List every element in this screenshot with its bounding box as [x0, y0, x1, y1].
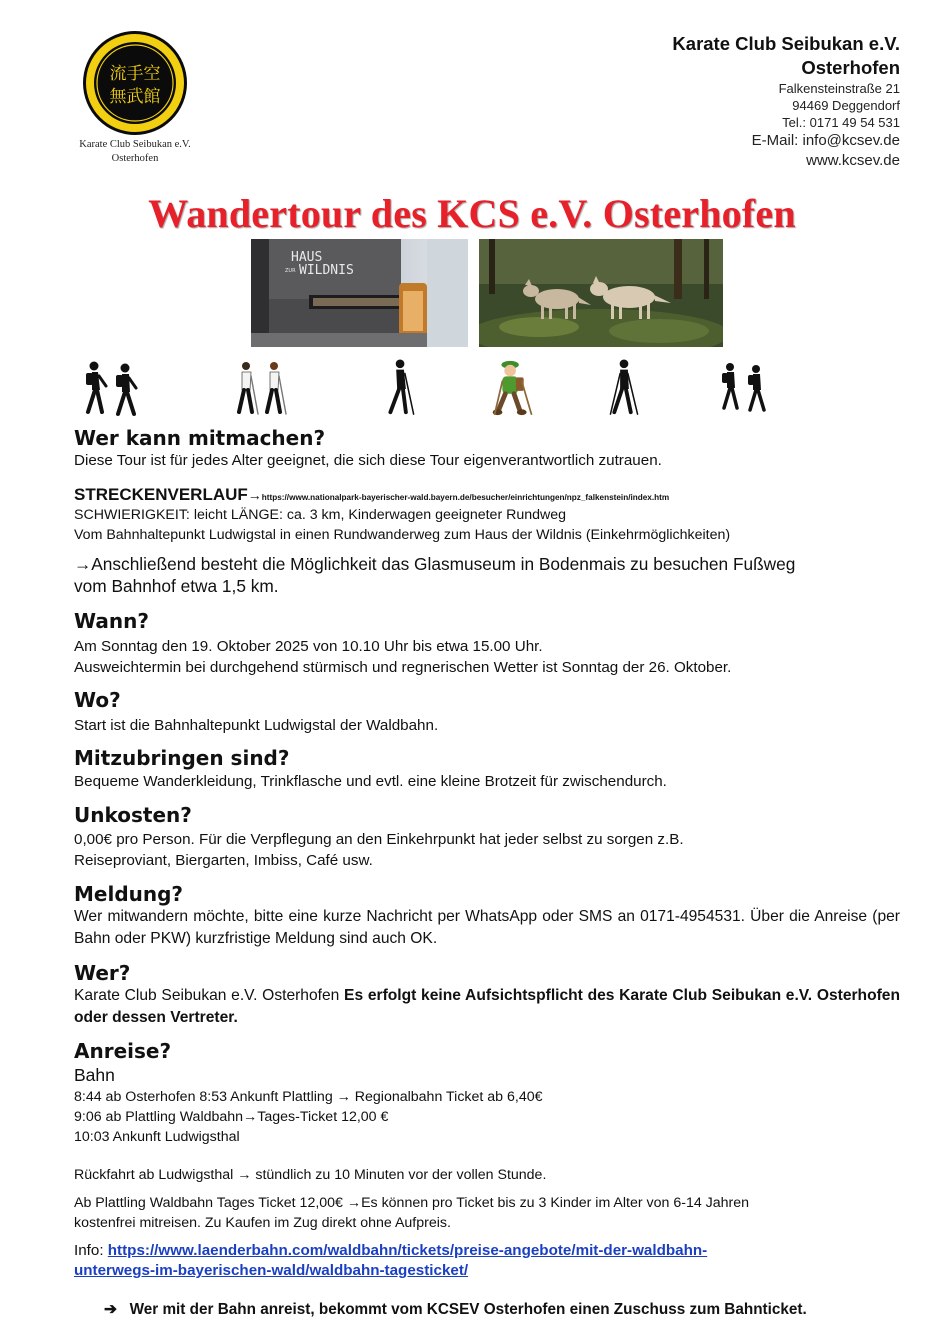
logo-caption	[60, 138, 210, 166]
nordic-walkers-icon	[230, 358, 292, 418]
heading-wer-kann-mitmachen: Wer kann mitmachen?	[74, 426, 326, 450]
org-name: Karate Club Seibukan e.V.	[672, 33, 900, 54]
text-unkosten-line2: Reiseproviant, Biergarten, Imbiss, Café usw.	[74, 852, 373, 869]
text-rueckfahrt: Rückfahrt ab Ludwigsthal → stündlich zu 10 Minuten vor der vollen Stunde.	[74, 1167, 547, 1183]
text-ticket-line1: Ab Plattling Waldbahn Tages Ticket 12,00€ →Es können pro Ticket bis zu 3 Kinder im Alter von 6-14 Jahren	[74, 1195, 750, 1211]
text-info	[74, 1241, 900, 1281]
logo-chars-bottom: 無武館	[109, 87, 161, 107]
bahn-subsidy-note	[104, 1300, 807, 1319]
text-wer-disclaimer: Es erfolgt keine Aufsichtspflicht des Karate Club Seibukan e.V. Osterhofen oder dessen Vertreter.	[74, 987, 900, 1026]
route-note-line2: vom Bahnhof etwa 1,5 km.	[74, 576, 279, 596]
section-wann	[74, 609, 900, 678]
walker-with-poles-icon	[606, 358, 642, 418]
route-arrow: →	[247, 487, 262, 503]
text-anreise-line1: 8:44 ab Osterhofen 8:53 Ankunft Plattling → Regionalbahn Ticket ab 6,40€	[74, 1089, 543, 1105]
text-anreise-line3: 10:03 Ankunft Ludwigsthal	[74, 1129, 240, 1145]
two-hikers-icon	[78, 358, 144, 418]
haus-sign-line2: WILDNIS	[299, 263, 354, 278]
org-website: www.kcsev.de	[806, 152, 900, 169]
text-wann-date: Am Sonntag den 19. Oktober 2025 von 10.10 Uhr bis etwa 15.00 Uhr.	[74, 638, 543, 655]
org-email: E-Mail: info@kcsev.de	[751, 132, 900, 149]
organization-address	[672, 32, 900, 171]
org-location: Osterhofen	[801, 57, 900, 78]
org-street: Falkensteinstraße 21	[778, 81, 900, 96]
section-mitzubringen	[74, 746, 900, 792]
text-anreise-bahn: Bahn	[74, 1065, 115, 1085]
two-hikers-small-icon	[716, 358, 772, 418]
waldbahn-link-line1[interactable]: https://www.laenderbahn.com/waldbahn/tickets/preise-angebote/mit-der-waldbahn-	[107, 1242, 708, 1259]
text-ticket-line2: kostenfrei mitreisen. Zu Kaufen im Zug direkt ohne Aufpreis.	[74, 1215, 451, 1231]
route-url-link[interactable]: https://www.nationalpark-bayerischer-wald.bayern.de/besucher/einrichtungen/npz_falkenstein/index.htm	[261, 493, 670, 502]
info-label: Info:	[74, 1242, 108, 1259]
org-city: 94469 Deggendorf	[792, 98, 900, 113]
heading-wer: Wer?	[74, 961, 131, 985]
logo-caption-line2: Osterhofen	[111, 153, 159, 164]
heading-streckenverlauf: STRECKENVERLAUF	[74, 485, 248, 504]
heading-mitzubringen: Mitzubringen sind?	[74, 746, 290, 770]
single-hiker-icon	[384, 358, 420, 418]
note-text: Wer mit der Bahn anreist, bekommt vom KCSEV Osterhofen einen Zuschuss zum Bahnticket.	[129, 1301, 807, 1318]
cartoon-hiker-icon	[488, 358, 540, 418]
route-description: Vom Bahnhaltepunkt Ludwigstal in einen Rundwanderweg zum Haus der Wildnis (Einkehrmöglichkeiten)	[74, 527, 731, 543]
section-wer-kann-mitmachen	[74, 426, 900, 471]
haus-sign-line1: HAUS	[291, 250, 323, 265]
text-anreise-line2: 9:06 ab Plattling Waldbahn→Tages-Ticket 12,00 €	[74, 1109, 389, 1125]
text-wo: Start ist die Bahnhaltepunkt Ludwigstal der Waldbahn.	[74, 717, 439, 734]
heading-unkosten: Unkosten?	[74, 803, 192, 827]
text-wann-alternative: Ausweichtermin bei durchgehend stürmisch und regnerischen Wetter ist Sonntag der 26. Oktober.	[74, 659, 732, 676]
heading-wo: Wo?	[74, 688, 121, 712]
text-unkosten-line1: 0,00€ pro Person. Für die Verpflegung an den Einkehrpunkt hat jeder selbst zu sorgen z.B.	[74, 831, 684, 848]
waldbahn-ticket-link[interactable]	[74, 1242, 707, 1279]
logo-caption-line1: Karate Club Seibukan e.V.	[79, 139, 191, 150]
route-difficulty: SCHWIERIGKEIT: leicht LÄNGE: ca. 3 km, Kinderwagen geeigneter Rundweg	[74, 507, 567, 523]
note-arrow-icon: ➔	[104, 1301, 117, 1318]
section-unkosten	[74, 803, 900, 871]
wolves-photo	[479, 239, 723, 347]
section-anreise	[74, 1039, 900, 1281]
section-wer	[74, 961, 900, 1029]
page-title: Wandertour des KCS e.V. Osterhofen	[148, 191, 796, 236]
club-logo	[82, 30, 188, 136]
section-streckenverlauf	[74, 485, 900, 597]
waldbahn-link-line2[interactable]: unterwegs-im-bayerischen-wald/waldbahn-tagesticket/	[74, 1262, 469, 1279]
heading-anreise: Anreise?	[74, 1039, 172, 1063]
text-wer	[74, 985, 900, 1029]
text-mitzubringen: Bequeme Wanderkleidung, Trinkflasche und evtl. eine kleine Brotzeit für zwischendurch.	[74, 773, 667, 790]
logo-chars-top: 流手空	[109, 64, 161, 84]
heading-meldung: Meldung?	[74, 882, 184, 906]
text-meldung: Wer mitwandern möchte, bitte eine kurze Nachricht per WhatsApp oder SMS an 0171-4954531. Über die Anreise (per Bahn oder PKW) kurzfristige Meldung sind auch OK.	[74, 908, 900, 947]
text-wer-plain: Karate Club Seibukan e.V. Osterhofen	[74, 987, 345, 1004]
section-meldung	[74, 882, 900, 950]
haus-der-wildnis-photo	[251, 239, 468, 347]
route-note-line1: →Anschließend besteht die Möglichkeit das Glasmuseum in Bodenmais zu besuchen Fußweg	[74, 554, 796, 574]
section-wo	[74, 688, 900, 736]
org-phone: Tel.: 0171 49 54 531	[782, 115, 900, 130]
heading-wann: Wann?	[74, 609, 149, 633]
text-wer-kann-mitmachen: Diese Tour ist für jedes Alter geeignet, die sich diese Tour eigenverantwortlich zutrauen.	[74, 452, 662, 469]
haus-sign-small: ZUR	[285, 268, 296, 274]
